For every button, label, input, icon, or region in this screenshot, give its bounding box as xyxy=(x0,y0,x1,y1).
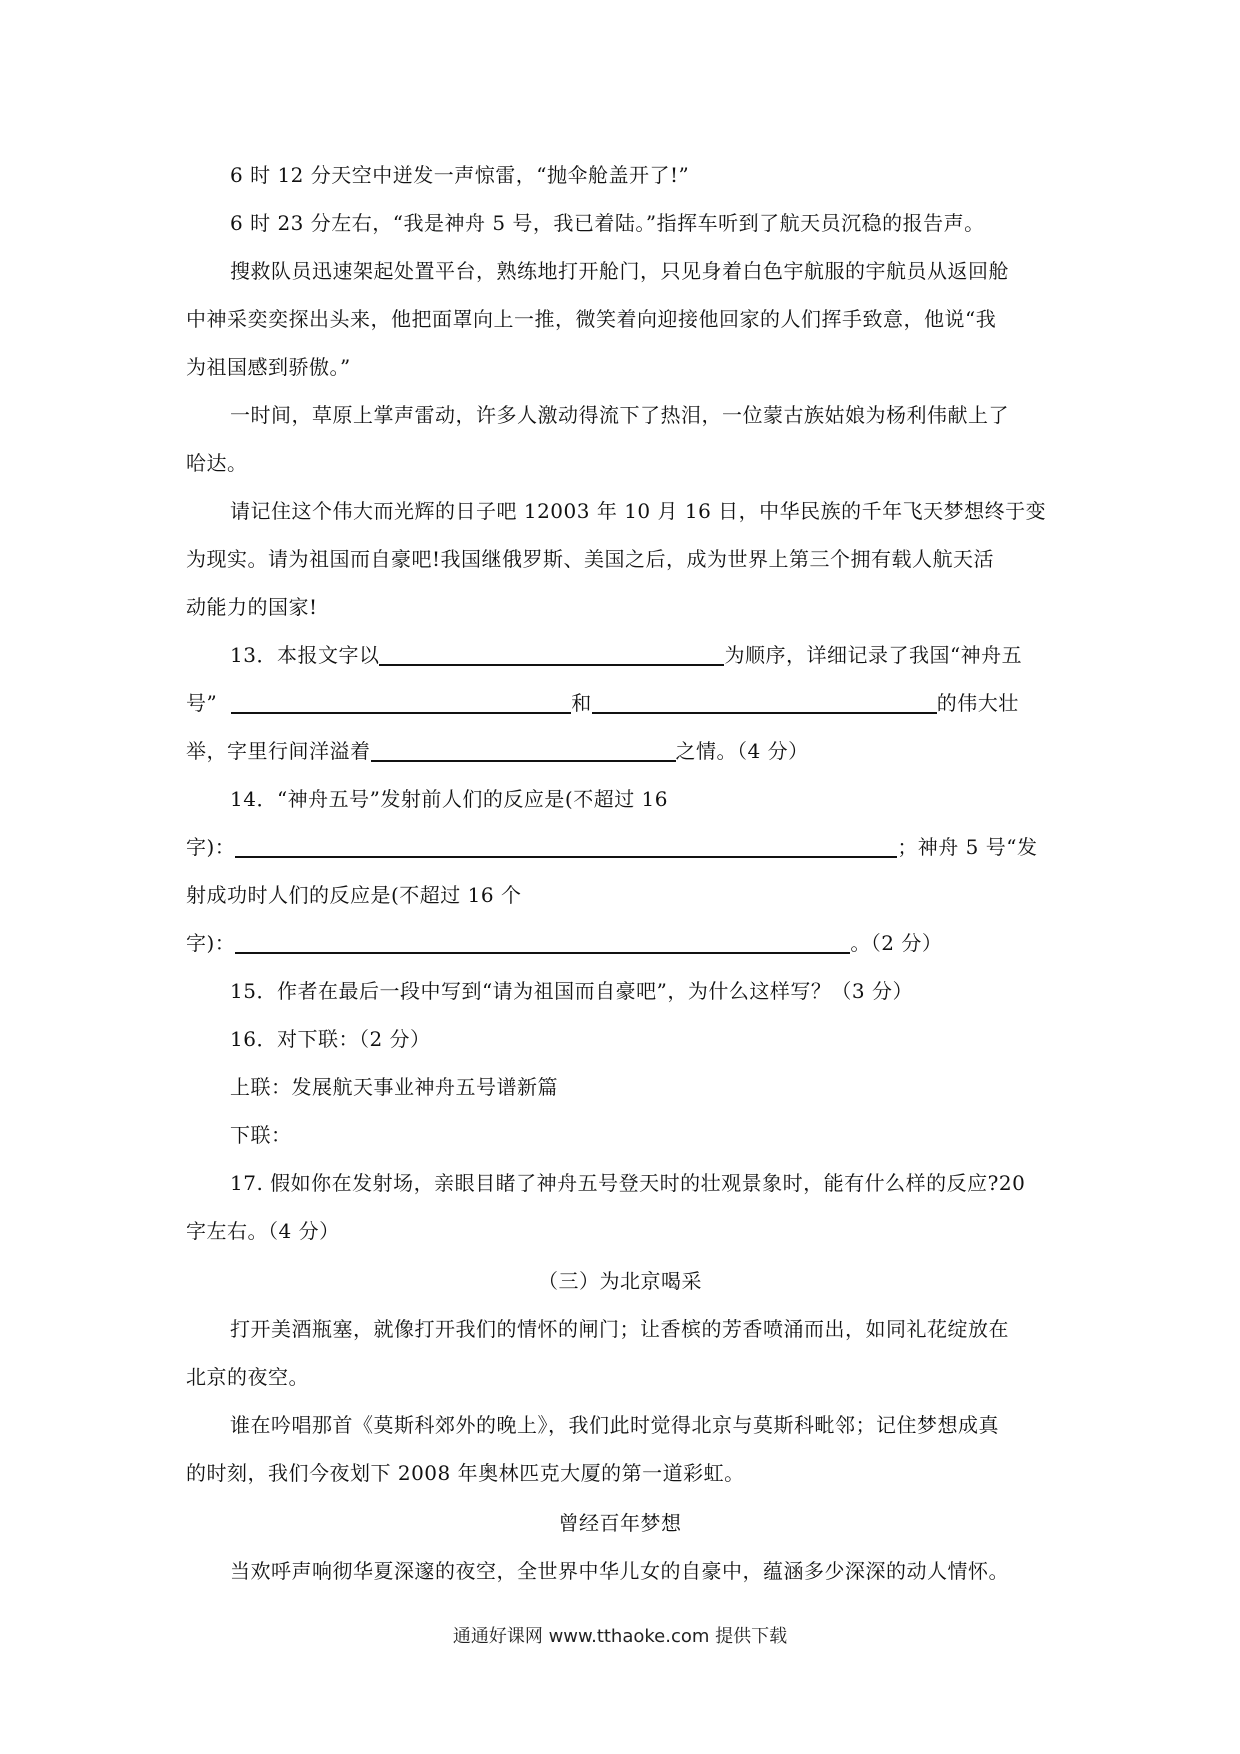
paragraph-line: 当欢呼声响彻华夏深邃的夜空，全世界中华儿女的自豪中，蕴涵多少深深的动人情怀。 xyxy=(230,1559,1009,1583)
question-15: 15．作者在最后一段中写到“请为祖国而自豪吧”，为什么这样写？（3 分） xyxy=(230,979,913,1003)
question-text: 。（2 分） xyxy=(850,931,943,955)
section-title: （三）为北京喝采 xyxy=(538,1269,702,1293)
question-text: 13．本报文字以 xyxy=(230,643,380,667)
question-14-line-1: 14．“神舟五号”发射前人们的反应是(不超过 16 xyxy=(230,787,669,811)
answer-blank[interactable] xyxy=(379,642,724,666)
paragraph-line: 请记住这个伟大而光辉的日子吧 12003 年 10 月 16 日，中华民族的千年飞天梦想终于变 xyxy=(230,499,1047,523)
couplet-lower: 下联： xyxy=(230,1123,292,1147)
paragraph-line: 北京的夜空。 xyxy=(186,1365,309,1389)
answer-blank[interactable] xyxy=(371,738,676,762)
question-text: 举，字里行间洋溢着 xyxy=(186,739,371,763)
answer-blank[interactable] xyxy=(231,690,571,714)
question-text: 为顺序，详细记录了我国“神舟五 xyxy=(724,643,1023,667)
question-16: 16．对下联：（2 分） xyxy=(230,1027,431,1051)
paragraph-line: 打开美酒瓶塞，就像打开我们的情怀的闸门；让香槟的芳香喷涌而出，如同礼花绽放在 xyxy=(230,1317,1009,1341)
couplet-upper: 上联：发展航天事业神舟五号谱新篇 xyxy=(230,1075,558,1099)
paragraph-line: 搜救队员迅速架起处置平台，熟练地打开舱门，只见身着白色宇航服的宇航员从返回舱 xyxy=(230,259,1009,283)
question-17-line-2: 字左右。（4 分） xyxy=(186,1219,340,1243)
paragraph-line: 的时刻，我们今夜划下 2008 年奥林匹克大厦的第一道彩虹。 xyxy=(186,1461,745,1485)
paragraph-line: 动能力的国家! xyxy=(186,595,318,619)
question-text: 和 xyxy=(571,691,592,715)
question-text: 号” xyxy=(186,691,218,715)
question-text: 之情。（4 分） xyxy=(675,739,809,763)
question-14-line-3: 射成功时人们的反应是(不超过 16 个 xyxy=(186,883,522,907)
paragraph-line: 6 时 12 分天空中迸发一声惊雷，“抛伞舱盖开了!” xyxy=(230,163,690,187)
paragraph-line: 6 时 23 分左右，“我是神舟 5 号，我已着陆。”指挥车听到了航天员沉稳的报告声。 xyxy=(230,211,985,235)
answer-blank[interactable] xyxy=(235,930,850,954)
question-text: 的伟大壮 xyxy=(936,691,1019,715)
question-text: 字)： xyxy=(186,835,236,859)
question-13-line-3 xyxy=(186,736,809,766)
paragraph-line: 中神采奕奕探出头来，他把面罩向上一推，微笑着向迎接他回家的人们挥手致意，他说“我 xyxy=(186,307,997,331)
question-13-line-1 xyxy=(230,640,1022,670)
question-14-line-4 xyxy=(186,928,942,958)
page-footer: 通通好课网 www.tthaoke.com 提供下载 xyxy=(452,1626,788,1647)
poem-subtitle: 曾经百年梦想 xyxy=(558,1511,682,1535)
question-17-line-1: 17. 假如你在发射场，亲眼目睹了神舟五号登天时的壮观景象时，能有什么样的反应?20 xyxy=(230,1171,1026,1195)
question-13-line-2 xyxy=(186,688,1019,718)
paragraph-line: 一时间，草原上掌声雷动，许多人激动得流下了热泪，一位蒙古族姑娘为杨利伟献上了 xyxy=(230,403,1009,427)
paragraph-line: 哈达。 xyxy=(186,451,248,475)
paragraph-line: 为现实。请为祖国而自豪吧!我国继俄罗斯、美国之后，成为世界上第三个拥有载人航天活 xyxy=(186,547,995,571)
answer-blank[interactable] xyxy=(592,690,937,714)
question-text: ；神舟 5 号“发 xyxy=(897,835,1038,859)
paragraph-line: 谁在吟唱那首《莫斯科郊外的晚上》，我们此时觉得北京与莫斯科毗邻；记住梦想成真 xyxy=(230,1413,999,1437)
paragraph-line: 为祖国感到骄傲。” xyxy=(186,355,351,379)
question-14-line-2 xyxy=(186,832,1037,862)
question-text: 字)： xyxy=(186,931,236,955)
answer-blank[interactable] xyxy=(235,834,897,858)
